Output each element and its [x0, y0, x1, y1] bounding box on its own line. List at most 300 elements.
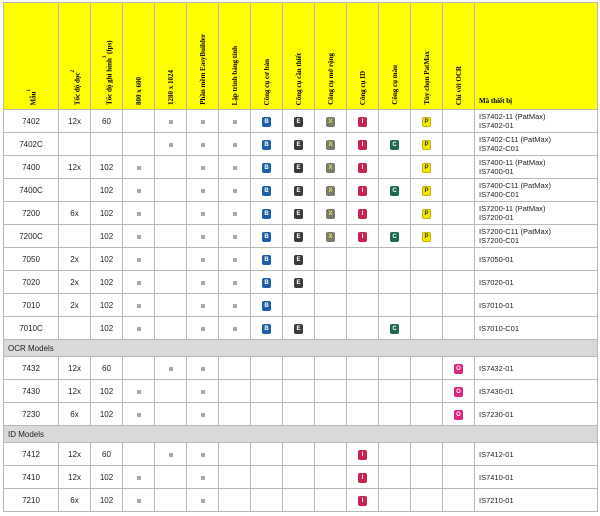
table-body — [4, 110, 598, 512]
ocr-cell — [443, 133, 475, 156]
ocr-cell — [443, 317, 475, 340]
color-cell — [379, 156, 411, 179]
res-800-cell — [123, 443, 155, 466]
required-badge-icon: E — [294, 209, 303, 219]
table-header — [4, 3, 598, 110]
basic-cell — [251, 110, 283, 133]
ocr-badge-icon: O — [454, 387, 463, 397]
part-number: IS7400-01 — [479, 167, 514, 176]
idtool-cell — [347, 443, 379, 466]
part-number: IS7200-11 (PatMax) — [479, 204, 546, 213]
header-idtool — [347, 3, 379, 110]
basic-badge-icon: B — [262, 232, 271, 242]
model-cell: 7010 — [4, 294, 59, 317]
speed-cell — [59, 225, 91, 248]
extended-cell — [315, 403, 347, 426]
section-title: OCR Models — [4, 340, 598, 357]
required-cell — [283, 179, 315, 202]
model-cell: 7412 — [4, 443, 59, 466]
spreadsheet-cell-marker — [219, 110, 251, 133]
fps-cell — [91, 133, 123, 156]
res-800-cell — [123, 133, 155, 156]
part-number: IS7432-01 — [479, 363, 514, 373]
res-1280-cell — [155, 248, 187, 271]
patmax-cell — [411, 380, 443, 403]
model-cell: 7230 — [4, 403, 59, 426]
basic-cell — [251, 380, 283, 403]
required-cell — [283, 248, 315, 271]
header-fps — [91, 3, 123, 110]
ocr-cell — [443, 357, 475, 380]
part-number: IS7210-01 — [479, 495, 514, 505]
extended-cell — [315, 294, 347, 317]
basic-cell — [251, 225, 283, 248]
speed-cell — [59, 317, 91, 340]
header-spreadsheet — [219, 3, 251, 110]
header-res1280 — [155, 3, 187, 110]
res-800-cell-marker — [123, 403, 155, 426]
ocr-cell — [443, 403, 475, 426]
idtool-badge-icon: I — [358, 186, 367, 196]
part-number: IS7430-01 — [479, 386, 514, 396]
basic-cell — [251, 179, 283, 202]
required-cell — [283, 403, 315, 426]
idtool-cell — [347, 271, 379, 294]
spreadsheet-cell-marker — [219, 248, 251, 271]
basic-badge-icon: B — [262, 301, 271, 311]
patmax-cell — [411, 179, 443, 202]
res-800-cell-marker — [123, 489, 155, 512]
color-badge-icon: C — [390, 232, 399, 242]
res-1280-cell — [155, 380, 187, 403]
idtool-cell — [347, 248, 379, 271]
color-cell — [379, 110, 411, 133]
idtool-cell — [347, 403, 379, 426]
fps-cell: 102 — [91, 294, 123, 317]
idtool-cell — [347, 357, 379, 380]
basic-cell — [251, 202, 283, 225]
basic-cell — [251, 156, 283, 179]
fps-cell: 60 — [91, 110, 123, 133]
fps-cell: 60 — [91, 357, 123, 380]
header-label: Mã thiết bị — [479, 97, 513, 105]
part-number-cell — [475, 357, 598, 380]
table-row — [4, 110, 598, 133]
easybuilder-cell-marker — [187, 156, 219, 179]
extended-cell — [315, 110, 347, 133]
table-row — [4, 156, 598, 179]
res-1280-cell-marker — [155, 443, 187, 466]
patmax-cell — [411, 202, 443, 225]
speed-cell: 6x — [59, 489, 91, 512]
part-number-cell — [475, 110, 598, 133]
spreadsheet-cell-marker — [219, 294, 251, 317]
required-badge-icon: E — [294, 117, 303, 127]
fps-cell: 102 — [91, 403, 123, 426]
part-number-cell — [475, 248, 598, 271]
color-cell — [379, 179, 411, 202]
res-1280-cell — [155, 317, 187, 340]
part-number: IS7010-01 — [479, 300, 514, 310]
patmax-cell — [411, 110, 443, 133]
part-number-cell — [475, 443, 598, 466]
table-row — [4, 202, 598, 225]
required-cell — [283, 357, 315, 380]
header-speed — [59, 3, 91, 110]
color-cell — [379, 294, 411, 317]
header-easybuilder — [187, 3, 219, 110]
model-cell: 7020 — [4, 271, 59, 294]
idtool-cell — [347, 466, 379, 489]
basic-badge-icon: B — [262, 186, 271, 196]
part-number: IS7410-01 — [479, 472, 514, 482]
part-number: IS7200-01 — [479, 213, 514, 222]
idtool-cell — [347, 317, 379, 340]
extended-cell — [315, 202, 347, 225]
part-number: IS7400-C01 — [479, 190, 520, 199]
fps-cell: 102 — [91, 202, 123, 225]
basic-cell — [251, 403, 283, 426]
part-number-cell — [475, 317, 598, 340]
res-800-cell-marker — [123, 179, 155, 202]
easybuilder-cell-marker — [187, 133, 219, 156]
table-row — [4, 294, 598, 317]
spreadsheet-cell-marker — [219, 271, 251, 294]
model-cell: 7200C — [4, 225, 59, 248]
spreadsheet-cell — [219, 466, 251, 489]
speed-cell — [59, 179, 91, 202]
header-label: Chỉ với OCR — [454, 65, 463, 105]
basic-cell — [251, 294, 283, 317]
patmax-cell — [411, 133, 443, 156]
header-required — [283, 3, 315, 110]
model-cell: 7402C — [4, 133, 59, 156]
idtool-cell — [347, 202, 379, 225]
res-800-cell-marker — [123, 156, 155, 179]
required-badge-icon: E — [294, 324, 303, 334]
table-row — [4, 317, 598, 340]
basic-badge-icon: B — [262, 278, 271, 288]
required-cell — [283, 202, 315, 225]
idtool-badge-icon: I — [358, 117, 367, 127]
required-cell — [283, 466, 315, 489]
color-cell — [379, 248, 411, 271]
patmax-cell — [411, 489, 443, 512]
patmax-cell — [411, 317, 443, 340]
extended-badge-icon: X — [326, 117, 335, 127]
extended-badge-icon: X — [326, 209, 335, 219]
spreadsheet-cell-marker — [219, 225, 251, 248]
part-number-cell — [475, 179, 598, 202]
required-cell — [283, 317, 315, 340]
fps-cell: 102 — [91, 271, 123, 294]
part-number: IS7402-C01 — [479, 144, 520, 153]
res-800-cell-marker — [123, 317, 155, 340]
model-cell: 7410 — [4, 466, 59, 489]
extended-cell — [315, 248, 347, 271]
table-row — [4, 179, 598, 202]
speed-cell: 12x — [59, 380, 91, 403]
basic-cell — [251, 271, 283, 294]
patmax-badge-icon: P — [422, 209, 431, 219]
ocr-cell — [443, 489, 475, 512]
table-row — [4, 380, 598, 403]
required-badge-icon: E — [294, 186, 303, 196]
extended-cell — [315, 133, 347, 156]
ocr-cell — [443, 294, 475, 317]
speed-cell: 6x — [59, 202, 91, 225]
fps-cell: 102 — [91, 225, 123, 248]
header-label: Công cụ cơ bản — [262, 58, 271, 105]
color-cell — [379, 202, 411, 225]
model-cell: 7010C — [4, 317, 59, 340]
header-label: Mẫu$^1$ — [27, 88, 38, 105]
color-badge-icon: C — [390, 186, 399, 196]
fps-cell: 102 — [91, 380, 123, 403]
patmax-cell — [411, 225, 443, 248]
color-cell — [379, 133, 411, 156]
patmax-cell — [411, 271, 443, 294]
required-cell — [283, 443, 315, 466]
idtool-cell — [347, 294, 379, 317]
idtool-cell — [347, 156, 379, 179]
idtool-badge-icon: I — [358, 232, 367, 242]
part-number-cell — [475, 403, 598, 426]
extended-badge-icon: X — [326, 140, 335, 150]
res-1280-cell — [155, 294, 187, 317]
idtool-cell — [347, 489, 379, 512]
part-number-cell — [475, 380, 598, 403]
part-number: IS7020-01 — [479, 277, 514, 287]
ocr-cell — [443, 380, 475, 403]
patmax-cell — [411, 294, 443, 317]
res-1280-cell-marker — [155, 357, 187, 380]
model-cell: 7430 — [4, 380, 59, 403]
header-label: Công cụ ID — [358, 70, 367, 105]
fps-cell: 102 — [91, 466, 123, 489]
color-cell — [379, 271, 411, 294]
res-1280-cell-marker — [155, 133, 187, 156]
idtool-cell — [347, 179, 379, 202]
idtool-badge-icon: I — [358, 163, 367, 173]
patmax-cell — [411, 466, 443, 489]
section-row — [4, 340, 598, 357]
section-title: ID Models — [4, 426, 598, 443]
patmax-cell — [411, 403, 443, 426]
table-row — [4, 489, 598, 512]
easybuilder-cell-marker — [187, 443, 219, 466]
table-row — [4, 443, 598, 466]
part-number: IS7200-C11 (PatMax) — [479, 227, 551, 236]
header-label: Công cụ mở rộng — [326, 53, 335, 105]
easybuilder-cell-marker — [187, 202, 219, 225]
basic-badge-icon: B — [262, 163, 271, 173]
part-number-cell — [475, 294, 598, 317]
part-number: IS7402-01 — [479, 121, 514, 130]
required-badge-icon: E — [294, 163, 303, 173]
header-label: Phần mềm EasyBuilder — [198, 34, 207, 105]
extended-cell — [315, 179, 347, 202]
spreadsheet-cell — [219, 357, 251, 380]
table-row — [4, 466, 598, 489]
patmax-cell — [411, 248, 443, 271]
speed-cell: 12x — [59, 156, 91, 179]
color-cell — [379, 357, 411, 380]
required-badge-icon: E — [294, 140, 303, 150]
res-1280-cell-marker — [155, 110, 187, 133]
part-number: IS7050-01 — [479, 254, 514, 264]
ocr-cell — [443, 466, 475, 489]
color-cell — [379, 489, 411, 512]
extended-cell — [315, 380, 347, 403]
ocr-cell — [443, 156, 475, 179]
res-800-cell — [123, 110, 155, 133]
required-cell — [283, 156, 315, 179]
ocr-badge-icon: O — [454, 364, 463, 374]
required-cell — [283, 271, 315, 294]
basic-badge-icon: B — [262, 324, 271, 334]
speed-cell: 2x — [59, 271, 91, 294]
spreadsheet-cell — [219, 489, 251, 512]
idtool-cell — [347, 225, 379, 248]
patmax-badge-icon: P — [422, 186, 431, 196]
part-number: IS7200-C01 — [479, 236, 520, 245]
idtool-cell — [347, 133, 379, 156]
ocr-cell — [443, 202, 475, 225]
table-row — [4, 357, 598, 380]
table-row — [4, 271, 598, 294]
basic-cell — [251, 466, 283, 489]
res-800-cell-marker — [123, 225, 155, 248]
basic-badge-icon: B — [262, 117, 271, 127]
table-row — [4, 225, 598, 248]
extended-badge-icon: X — [326, 163, 335, 173]
patmax-badge-icon: P — [422, 232, 431, 242]
spreadsheet-cell-marker — [219, 156, 251, 179]
header-color — [379, 3, 411, 110]
basic-cell — [251, 133, 283, 156]
res-800-cell-marker — [123, 271, 155, 294]
basic-cell — [251, 443, 283, 466]
header-label: Tùy chọn PatMax — [422, 51, 431, 105]
extended-cell — [315, 271, 347, 294]
res-800-cell-marker — [123, 380, 155, 403]
res-800-cell-marker — [123, 202, 155, 225]
easybuilder-cell-marker — [187, 179, 219, 202]
easybuilder-cell-marker — [187, 271, 219, 294]
ocr-cell — [443, 443, 475, 466]
spreadsheet-cell-marker — [219, 317, 251, 340]
header-label: Tốc độ đọc$^2$ — [70, 69, 81, 105]
idtool-badge-icon: I — [358, 473, 367, 483]
ocr-cell — [443, 110, 475, 133]
part-number-cell — [475, 225, 598, 248]
header-label: 800 x 600 — [134, 77, 143, 105]
required-badge-icon: E — [294, 255, 303, 265]
extended-badge-icon: X — [326, 186, 335, 196]
header-label: Lập trình bảng tính — [230, 45, 239, 105]
header-res800 — [123, 3, 155, 110]
extended-cell — [315, 489, 347, 512]
part-number: IS7402-C11 (PatMax) — [479, 135, 551, 144]
spreadsheet-cell-marker — [219, 133, 251, 156]
header-ocr — [443, 3, 475, 110]
patmax-cell — [411, 357, 443, 380]
extended-badge-icon: X — [326, 232, 335, 242]
extended-cell — [315, 443, 347, 466]
part-number: IS7400-C11 (PatMax) — [479, 181, 551, 190]
speed-cell: 6x — [59, 403, 91, 426]
table-row — [4, 248, 598, 271]
color-cell — [379, 466, 411, 489]
patmax-badge-icon: P — [422, 117, 431, 127]
required-badge-icon: E — [294, 232, 303, 242]
res-1280-cell — [155, 489, 187, 512]
header-model — [4, 3, 59, 110]
easybuilder-cell-marker — [187, 403, 219, 426]
part-number: IS7400-11 (PatMax) — [479, 158, 546, 167]
idtool-cell — [347, 380, 379, 403]
idtool-badge-icon: I — [358, 496, 367, 506]
color-cell — [379, 317, 411, 340]
required-cell — [283, 380, 315, 403]
header-partno — [475, 3, 598, 110]
fps-cell: 102 — [91, 317, 123, 340]
required-cell — [283, 225, 315, 248]
header-label: Công cụ cần thiết — [294, 52, 303, 105]
easybuilder-cell-marker — [187, 110, 219, 133]
res-1280-cell — [155, 271, 187, 294]
model-cell: 7200 — [4, 202, 59, 225]
model-cell: 7050 — [4, 248, 59, 271]
model-cell: 7210 — [4, 489, 59, 512]
part-number: IS7412-01 — [479, 449, 514, 459]
patmax-cell — [411, 156, 443, 179]
spreadsheet-cell — [219, 443, 251, 466]
extended-cell — [315, 466, 347, 489]
res-1280-cell — [155, 179, 187, 202]
part-number-cell — [475, 271, 598, 294]
section-row — [4, 426, 598, 443]
fps-cell: 102 — [91, 248, 123, 271]
easybuilder-cell-marker — [187, 489, 219, 512]
speed-cell: 12x — [59, 443, 91, 466]
ocr-badge-icon: O — [454, 410, 463, 420]
color-cell — [379, 225, 411, 248]
ocr-cell — [443, 248, 475, 271]
easybuilder-cell-marker — [187, 317, 219, 340]
basic-cell — [251, 248, 283, 271]
idtool-badge-icon: I — [358, 140, 367, 150]
fps-cell: 60 — [91, 443, 123, 466]
res-1280-cell — [155, 225, 187, 248]
part-number-cell — [475, 202, 598, 225]
ocr-cell — [443, 271, 475, 294]
res-800-cell-marker — [123, 248, 155, 271]
color-cell — [379, 380, 411, 403]
header-basic — [251, 3, 283, 110]
basic-cell — [251, 357, 283, 380]
res-1280-cell — [155, 466, 187, 489]
required-cell — [283, 489, 315, 512]
speed-cell — [59, 133, 91, 156]
res-1280-cell — [155, 202, 187, 225]
idtool-badge-icon: I — [358, 209, 367, 219]
basic-badge-icon: B — [262, 255, 271, 265]
part-number-cell — [475, 156, 598, 179]
res-1280-cell — [155, 156, 187, 179]
res-800-cell-marker — [123, 466, 155, 489]
